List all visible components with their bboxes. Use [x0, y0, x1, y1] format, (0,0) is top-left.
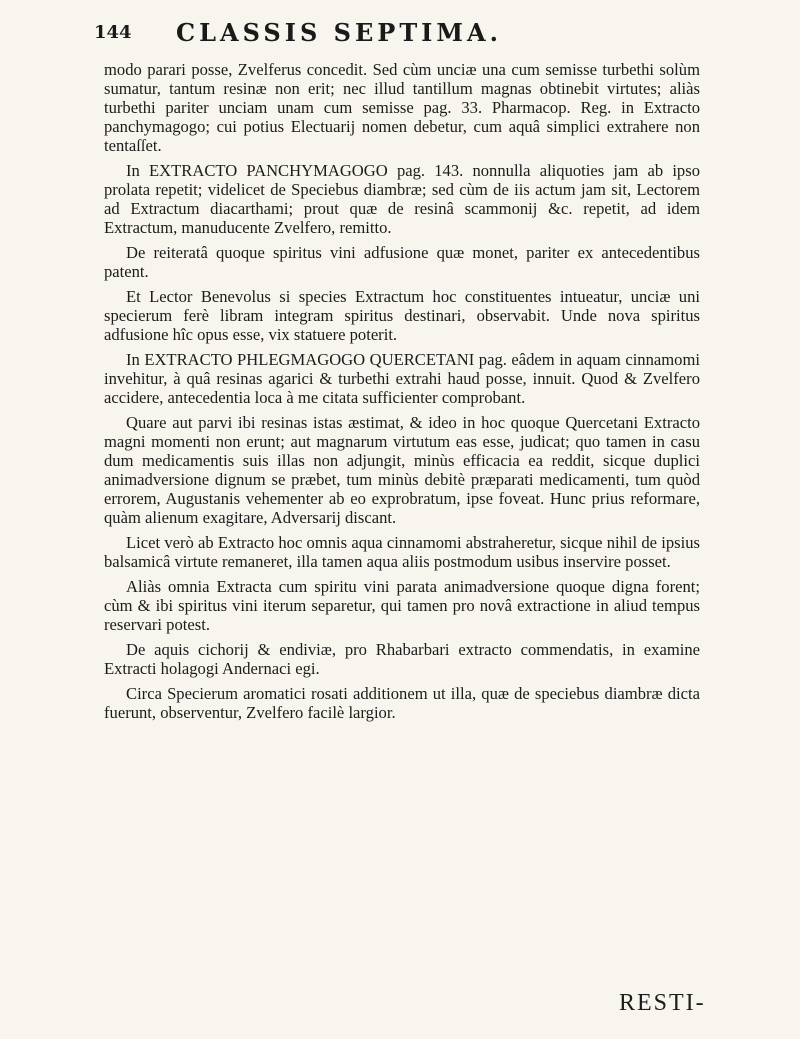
paragraph-6: Quare aut parvi ibi resinas istas æstimat, & ideo in hoc quoque Quercetani Extracto magni momenti non erunt; aut magnarum virtutum eas esse, judicat; quo tamen in casu dum medicamentis suis illas non adjungit, minùs efficacia ea reddit, sicque duplici animadversione dignum se præbet, tum minùs debitè præparati medicamenti, tum quòd errorem, Augustanis vehementer ab eo exprobratum, ipse foveat. Hunc prius reformare, quàm alienum exagitare, Adversarij discant. [104, 413, 700, 527]
paragraph-5: In EXTRACTO PHLEGMAGOGO QUERCETANI pag. eâdem in aquam cinnamomi invehitur, à quâ resinas agarici & turbethi extrahi haud posse, innuit. Quod & Zvelfero accidere, antecedentia loca à me citata sufficienter comprobant. [104, 350, 700, 407]
catchword: RESTI- [619, 990, 706, 1016]
body-text [104, 60, 700, 728]
paragraph-9: De aquis cichorij & endiviæ, pro Rhabarbari extracto commendatis, in examine Extracti holagogi Andernaci egi. [104, 640, 700, 678]
paragraph-3: De reiteratâ quoque spiritus vini adfusione quæ monet, pariter ex antecedentibus patent. [104, 243, 700, 281]
paragraph-8: Aliàs omnia Extracta cum spiritu vini parata animadversione quoque digna forent; cùm & ibi spiritus vini iterum separetur, qui tamen pro novâ extractione in aliud tempus reservari potest. [104, 577, 700, 634]
paragraph-4: Et Lector Benevolus si species Extractum hoc constituentes intueatur, unciæ uni specierum ferè libram integram spiritus destinari, observabit. Unde nova spiritus adfusione hîc opus esse, vix statuere poterit. [104, 287, 700, 344]
page-header [94, 18, 700, 58]
page-number: 144 [94, 22, 132, 43]
paragraph-2: In EXTRACTO PANCHYMAGOGO pag. 143. nonnulla aliquoties jam ab ipso prolata repetit; videlicet de Speciebus diambræ; sed cùm de iis actum jam sit, Lectorem ad Extractum diacarthami; prout quæ de resinâ scammonij &c. repetit, ad idem Extractum, manuducente Zvelfero, remitto. [104, 161, 700, 237]
paragraph-10: Circa Specierum aromatici rosati additionem ut illa, quæ de speciebus diambræ dicta fuerunt, observentur, Zvelfero facilè largior. [104, 684, 700, 722]
paragraph-1: modo parari posse, Zvelferus concedit. Sed cùm unciæ una cum semisse turbethi solùm sumatur, tantum resinæ non erit; nec illud tantillum magnas obtinebit virtutes; aliàs turbethi pariter unciam unam cum semisse pag. 33. Pharmacop. Reg. in Extracto panchymagogo; cui potius Electuarij nomen debetur, cum aquâ simplici extrahere non tentaſſet. [104, 60, 700, 155]
running-head: CLASSIS SEPTIMA. [176, 18, 502, 47]
paragraph-7: Licet verò ab Extracto hoc omnis aqua cinnamomi abstraheretur, sicque nihil de ipsius balsamicâ virtute remaneret, illa tamen aqua aliis postmodum usibus inservire posset. [104, 533, 700, 571]
